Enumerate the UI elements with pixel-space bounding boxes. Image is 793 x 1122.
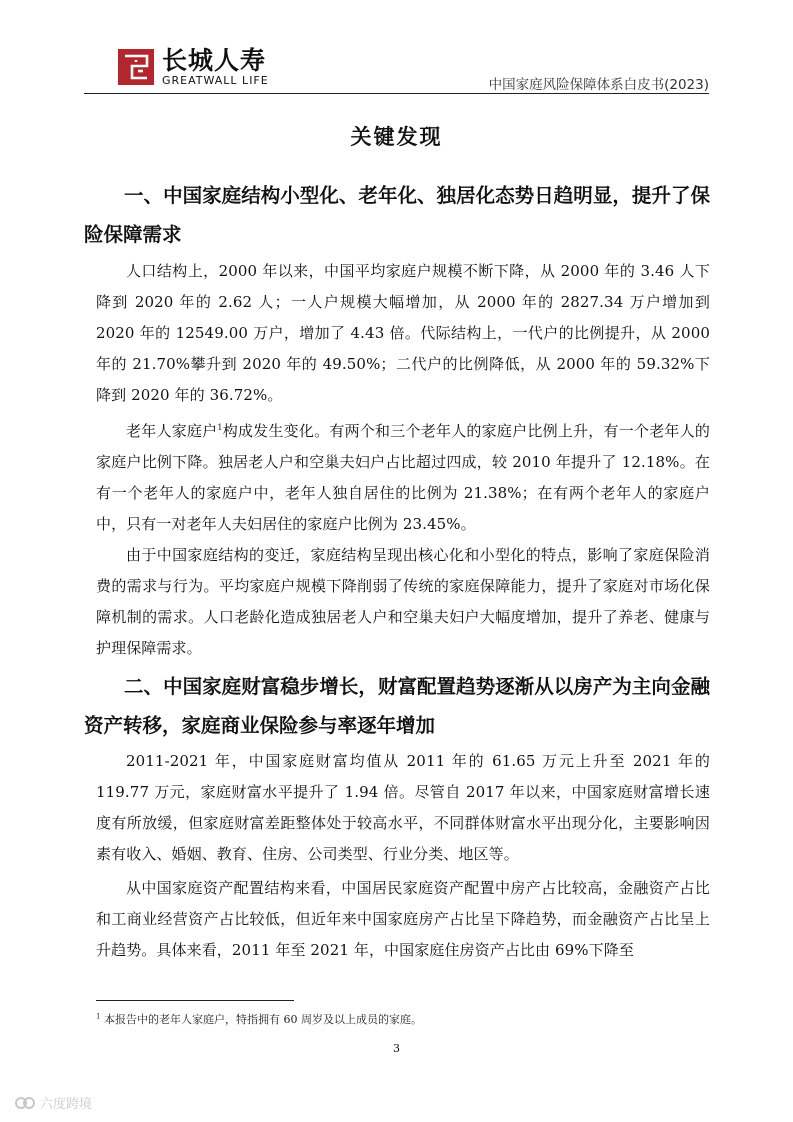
page-number: 3 [393,1042,400,1055]
watermark-text: 六度跨境 [40,1097,93,1112]
header-divider [84,93,709,94]
section-2-paragraph-2: 从中国家庭资产配置结构来看，中国居民家庭资产配置中房产占比较高，金融资产占比和工商业经营资产占比较低，但近年来中国家庭房产占比呈下降趋势，而金融资产占比呈上升趋势。具体来看，2011 年至 2021 年，中国家庭住房资产占比由 69%下降至 [96,879,710,959]
footnote [96,1011,422,1027]
section-2-paragraph-1: 2011-2021 年，中国家庭财富均值从 2011 年的 61.65 万元上升至 2021 年的 119.77 万元，家庭财富水平提升了 1.94 倍。尽管自 2017 年以来，中国家庭财富增长速度有所放缓，但家庭财富差距整体处于较高水平，不同群体财富水平出现分化，主要影响因素有收入、婚姻、教育、住房、公司类型、行业分类、地区等。 [96,752,710,863]
company-logo [118,48,269,86]
section-1-paragraph-2: 老年人家庭户$^1$构成发生变化。有两个和三个老年人的家庭户比例上升，有一个老年人的家庭户比例下降。独居老人户和空巢夫妇户占比超过四成，较 2010 年提升了 12.18%。在有一个老年人的家庭户中，老年人独自居住的比例为 21.38%；在有两个老年人的家庭户中，只有一对老年人夫妇居住的家庭户比例为 23.45%。 [96,422,710,533]
section-1-paragraph-1: 人口结构上，2000 年以来，中国平均家庭户规模不断下降，从 2000 年的 3.46 人下降到 2020 年的 2.62 人；一人户规模大幅增加，从 2000 年的 2827.34 万户增加到 2020 年的 12549.00 万户，增加了 4.43 倍。代际结构上，一代户的比例提升，从 2000 年的 21.70%攀升到 2020 年的 49.50%；二代户的比例降低，从 2000 年的 59.32%下降到 2020 年的 36.72%。 [96,262,710,404]
logo-chinese-name: 长城人寿 [162,46,267,75]
document-title: 中国家庭风险保障体系白皮书(2023) [488,77,709,93]
section-heading-1: 一、中国家庭结构小型化、老年化、独居化态势日趋明显，提升了保险保障需求 [84,184,710,246]
section-1-paragraph-3: 由于中国家庭结构的变迁，家庭结构呈现出核心化和小型化的特点，影响了家庭保险消费的需求与行为。平均家庭户规模下降削弱了传统的家庭保障能力，提升了家庭对市场化保障机制的需求。人口老龄化造成独居老人户和空巢夫妇户大幅度增加，提升了养老、健康与护理保障需求。 [96,546,710,657]
watermark-logo-icon [14,1095,36,1111]
footnote-reference: 1 [217,423,223,432]
watermark [14,1093,92,1112]
logo-english-name: GREATWALL LIFE [162,74,269,87]
page-title: 关键发现 [350,125,443,149]
footnote-text: 本报告中的老年人家庭户，特指拥有 60 周岁及以上成员的家庭。 [100,1013,422,1026]
footnote-divider [96,1000,294,1001]
footnote-marker: 1 [96,1012,101,1021]
section-heading-2: 二、中国家庭财富稳步增长，财富配置趋势逐渐从以房产为主向金融资产转移，家庭商业保险参与率逐年增加 [84,675,710,737]
logo-mark-icon [118,49,154,85]
